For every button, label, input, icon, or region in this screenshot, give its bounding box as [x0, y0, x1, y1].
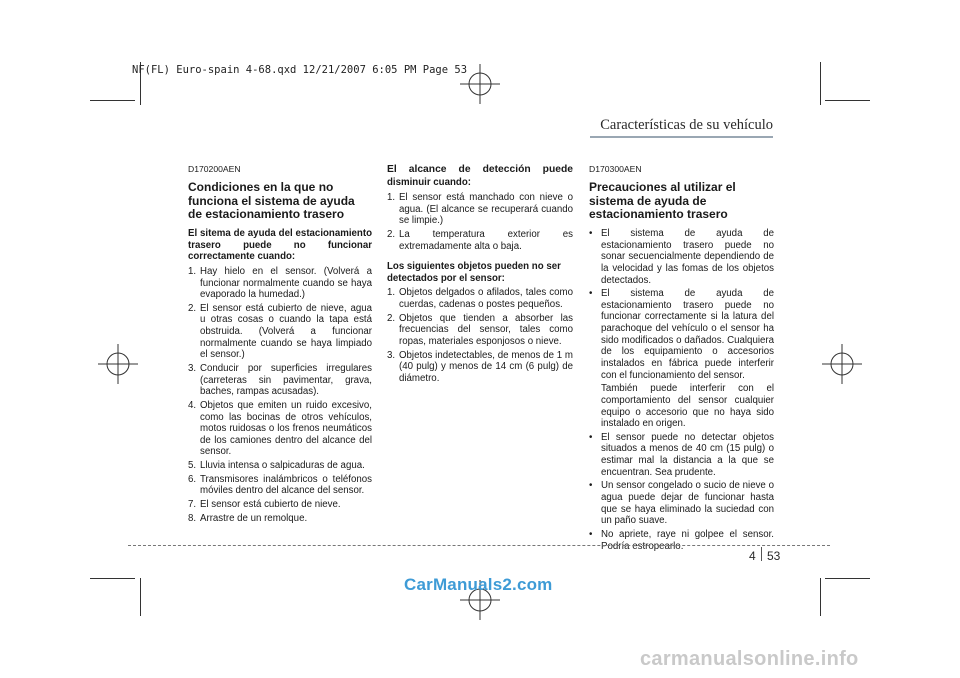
list-item: • El sistema de ayuda de estacionamiento trasero puede no sonar secuencialmente dependiendo de la velocidad y las fomas de los objetos detectados. [589, 227, 774, 286]
list-item: 5. Lluvia intensa o salpicaduras de agua. [188, 460, 365, 472]
list-item: • El sensor puede no detectar objetos situados a menos de 40 cm (15 pulg) o estimar mal la distancia a la que se encuentran. Sea prudente. [589, 431, 774, 478]
bullet-icon: • [589, 288, 593, 300]
list-item: 6. Transmisores inalámbricos o teléfonos móviles dentro del alcance del sensor. [188, 473, 372, 497]
list-item: • No apriete, raye ni golpee el sensor. Podría estropearlo. [589, 528, 774, 552]
undetected-objects-heading: Los siguientes objetos pueden no ser detectados por el sensor: [387, 261, 561, 284]
precautions-list-2 [589, 432, 774, 552]
chapter-number: 4 [749, 549, 756, 563]
detection-range-heading: El alcance de detección puede [387, 164, 573, 175]
condition-list [188, 266, 372, 524]
section-heading: Condiciones en la que no funciona el sistema de ayuda de estacionamiento trasero [188, 180, 355, 222]
list-item: 1. El sensor está manchado con nieve o agua. (El alcance se recuperará cuando se limpie.) [387, 191, 573, 227]
page-number: 53 [767, 549, 781, 563]
detection-range-heading-2: disminuir cuando: [387, 177, 471, 189]
watermark-site[interactable]: carmanualsonline.info [640, 648, 859, 670]
column-2 [387, 164, 573, 391]
column-1 [188, 164, 372, 530]
list-item: • Un sensor congelado o sucio de nieve o agua puede dejar de funcionar hasta que se haya eliminado la suciedad con un paño suave. [589, 480, 774, 527]
list-item: 1. Objetos delgados o afilados, tales como cuerdas, cadenas o postes pequeños. [387, 287, 573, 311]
list-item: 4. Objetos que emiten un ruido excesivo, como las bocinas de otros vehículos, motos ruidosas o los frenos neumáticos de los camiones dentro del alcance del sensor. [188, 399, 372, 458]
registration-mark-left [96, 342, 140, 386]
continuation-paragraph: También puede interferir con el comportamiento del sensor cualquier equipo o accesorio que no haya sido instalado en origen. [601, 383, 774, 430]
list-item: 3. Conducir por superficies irregulares (carreteras sin pavimentar, grava, baches, rampas acusadas). [188, 363, 372, 398]
list-item: 2. El sensor está cubierto de nieve, agua u otras cosas o cuando la tapa está obstruida. (Volverá a funcionar normalmente cuando se haya limpiado el sensor.) [188, 302, 372, 361]
section-code: D170300AEN [589, 164, 642, 174]
bullet-icon: • [589, 227, 593, 239]
list-item: 8. Arrastre de un remolque. [188, 512, 308, 524]
detection-range-list [387, 192, 573, 252]
section-code: D170200AEN [188, 164, 241, 174]
watermark-logo[interactable]: CarManuals2.com [404, 575, 553, 594]
list-item: • El sistema de ayuda de estacionamiento trasero puede no funcionar correctamente si la latura del parachoque del vehículo o el sensor ha sido modificados o dañados. Cualquiera de los equipamiento o accesorios instalados en fábrica puede interferir con el funcionamiento del sensor. [589, 288, 774, 381]
precautions-list [589, 228, 774, 381]
registration-mark-right [820, 342, 864, 386]
list-item: 7. El sensor está cubierto de nieve. [188, 499, 341, 511]
list-item: 2. Objetos que tienden a absorber las frecuencias del sensor, tales como ropas, materiales esponjosos o nieve. [387, 312, 573, 348]
bullet-icon: • [589, 431, 593, 443]
list-item: 3. Objetos indetectables, de menos de 1 m (40 pulg) y menos de 14 cm (6 pulg) de diámetro. [387, 349, 573, 384]
print-slug: NF(FL) Euro-spain 4-68.qxd 12/21/2007 6:05 PM Page 53 [132, 64, 468, 76]
bullet-icon: • [589, 480, 593, 492]
undetected-objects-list [387, 287, 573, 384]
section-title: Características de su vehículo [600, 117, 773, 133]
section-heading: Precauciones al utilizar el sistema de ayuda de estacionamiento trasero [589, 180, 736, 222]
column-3 [589, 164, 774, 558]
title-rule [590, 136, 773, 138]
page-divider [761, 547, 762, 561]
bullet-icon: • [589, 528, 593, 540]
list-item: 1. Hay hielo en el sensor. (Volverá a funcionar normalmente cuando se haya evaporado la humedad.) [188, 265, 372, 301]
section-subheading: El sitema de ayuda del estacionamiento trasero puede no funcionar correctamente cuando: [188, 227, 372, 263]
footer-rule [128, 545, 830, 546]
list-item: 2. La temperatura exterior es extremadamente alta o baja. [387, 228, 573, 252]
